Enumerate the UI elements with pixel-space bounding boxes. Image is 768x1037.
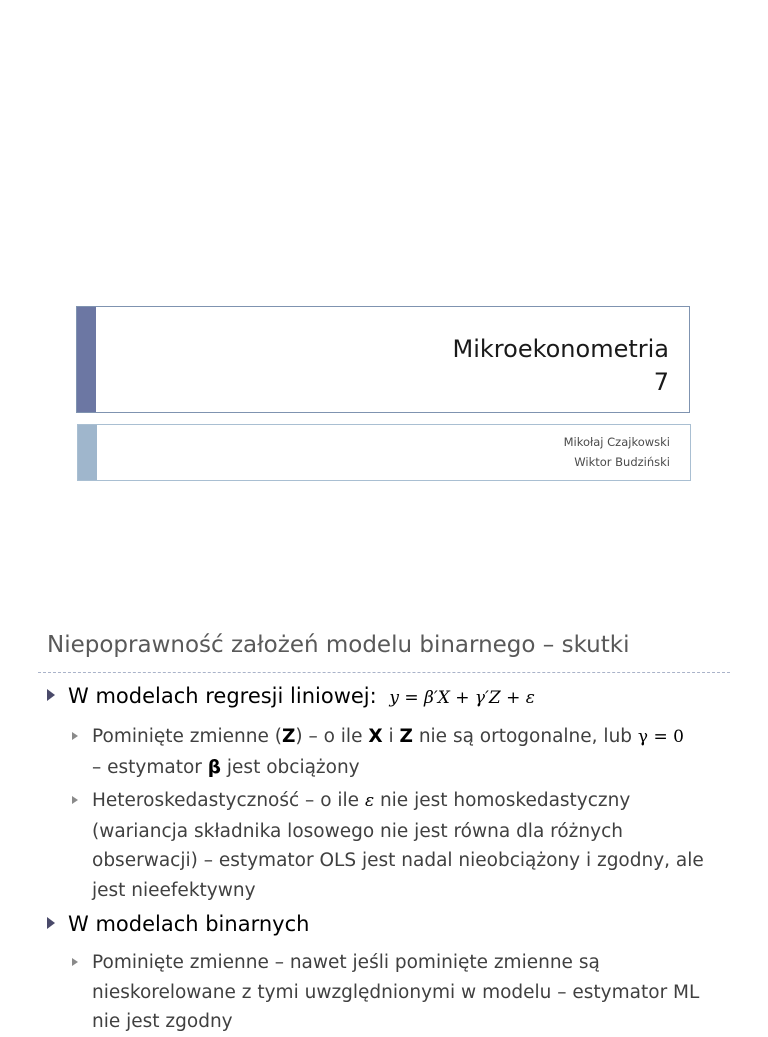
- symbol-epsilon: ε: [364, 791, 375, 811]
- symbol-beta: β: [207, 756, 222, 778]
- title-line-1: Mikroekonometria: [452, 335, 669, 363]
- author-2: Wiktor Budziński: [574, 455, 670, 469]
- title-box: [76, 306, 690, 413]
- text-part: i: [382, 726, 400, 747]
- bullet-linear-models: [47, 684, 535, 708]
- sub-bullet-binary-omitted-variables: [72, 948, 732, 1037]
- sub-bullet-heteroskedasticity: [72, 786, 732, 905]
- text-part: nie jest homoskedastyczny (wariancja składnika losowego nie jest równa dla różnych obserwacji) – estymator OLS jest nadal nieobciążony i zgodny, ale jest nieefektywny: [92, 790, 704, 901]
- symbol-Z: Z: [281, 726, 296, 747]
- title-divider: [38, 672, 730, 673]
- sub-bullet-text: Pominięte zmienne – nawet jeśli pominięte zmienne są nieskorelowane z tymi uwzględnionymi w modelu – estymator ML nie jest zgodny: [92, 952, 700, 1032]
- text-part: jest obciążony: [221, 756, 360, 778]
- sub-bullet-arrow-icon: [72, 958, 78, 966]
- author-1: Mikołaj Czajkowski: [563, 435, 670, 449]
- bullet-arrow-icon: [47, 917, 55, 929]
- authors: [564, 432, 670, 472]
- text-part: ) – o ile: [295, 726, 369, 747]
- title-line-2: 7: [653, 368, 669, 396]
- author-accent-bar: [78, 425, 97, 480]
- text-part: Heteroskedastyczność – o ile: [92, 790, 365, 811]
- sub-bullet-arrow-icon: [72, 732, 78, 740]
- text-part: nie są ortogonalne, lub: [412, 726, 638, 747]
- sub-bullet-omitted-variables: [72, 722, 732, 782]
- sub-bullet-text: [92, 722, 732, 782]
- bullet-arrow-icon: [47, 689, 55, 701]
- slide-title: Niepoprawność założeń modelu binarnego – skutki: [47, 632, 630, 658]
- symbol-Z: Z: [399, 726, 413, 747]
- gamma-equation: γ = 0: [637, 727, 684, 747]
- title-accent-bar: [77, 307, 96, 412]
- regression-formula: y = β′X + γ′Z + ε: [389, 688, 535, 708]
- sub-bullet-arrow-icon: [72, 796, 78, 804]
- bullet-text: W modelach binarnych: [68, 912, 310, 936]
- text-part: Pominięte zmienne (: [92, 726, 282, 747]
- author-box: [77, 424, 691, 481]
- text-part: – estymator: [92, 756, 208, 778]
- sub-bullet-text: [92, 786, 732, 905]
- presentation-title: [453, 333, 669, 399]
- bullet-binary-models: [47, 912, 309, 936]
- symbol-X: X: [368, 726, 383, 747]
- bullet-text: W modelach regresji liniowej:: [68, 684, 377, 708]
